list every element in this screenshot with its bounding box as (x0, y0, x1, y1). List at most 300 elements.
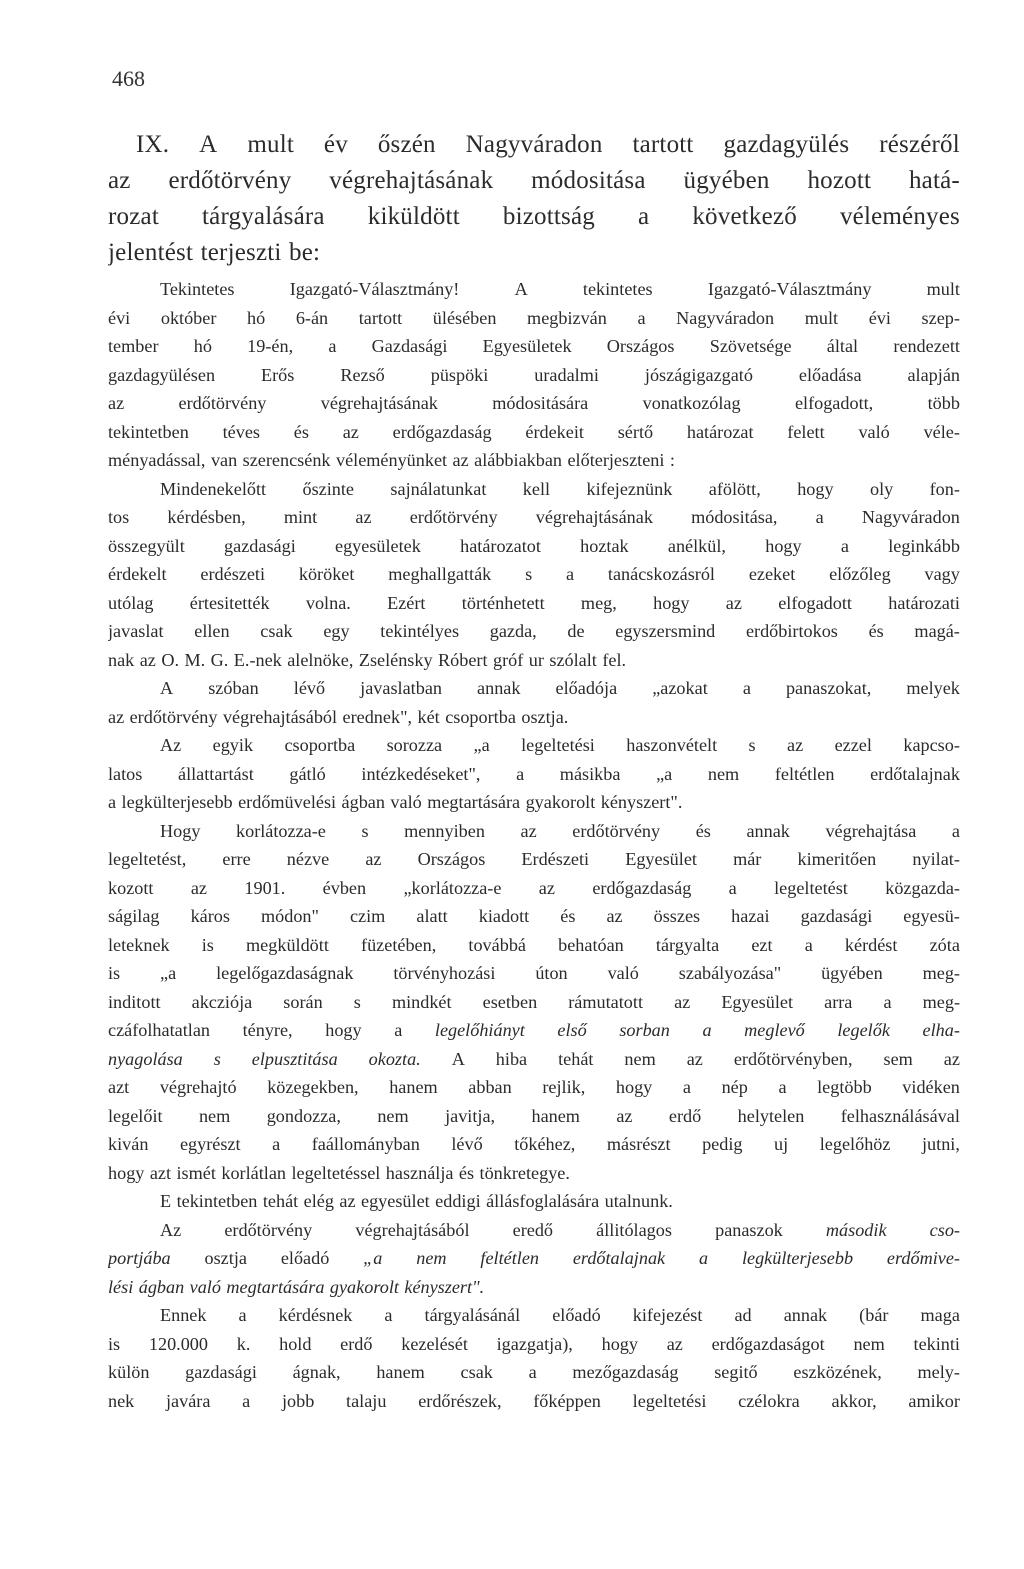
text-line (108, 849, 960, 878)
word: legtöbb (817, 1077, 872, 1097)
word: ur (528, 649, 544, 670)
word: tőkéhez, (514, 1134, 576, 1154)
word: véle- (923, 421, 960, 442)
word: panaszokat, (785, 678, 872, 698)
word: gyakorolt (525, 792, 596, 812)
word: tos (108, 507, 130, 527)
word: a (528, 1362, 537, 1382)
text-line (108, 1049, 960, 1078)
word: Ennek (160, 1305, 207, 1325)
word: s (361, 820, 369, 841)
word: haszonvételt (626, 735, 718, 755)
word: év (323, 131, 348, 158)
word: a (778, 1077, 787, 1097)
word: ügyében (683, 167, 770, 194)
word: tekintélyes (380, 621, 460, 641)
word: s (525, 564, 533, 584)
word: Nagyváradon (861, 507, 960, 527)
word: nép (721, 1077, 748, 1097)
word: utólag (108, 592, 154, 613)
word: kapcso- (903, 735, 960, 755)
text-line (108, 1220, 960, 1249)
text-line (108, 422, 960, 451)
text-line (108, 992, 960, 1021)
word: rámutatott (568, 991, 643, 1012)
word: Nagyváradon (465, 131, 603, 158)
word: legelőhiányt (434, 1020, 525, 1040)
word: afölött, (708, 478, 761, 499)
word: az (108, 706, 125, 727)
word: hogy (797, 478, 834, 499)
word: és (458, 1162, 475, 1183)
word: Egyesület (721, 991, 794, 1012)
word: legelőit (108, 1105, 163, 1126)
word: lévő (451, 1134, 483, 1154)
word: gátló (289, 763, 326, 784)
word: határozatot (460, 535, 541, 556)
word: meg- (922, 963, 960, 983)
word: kozott (108, 877, 154, 898)
word: szep- (921, 307, 960, 328)
word: javaslatban (360, 678, 442, 698)
word: a (328, 336, 337, 356)
word: pedig (702, 1134, 743, 1154)
word: csak (260, 621, 293, 641)
word: nem (377, 1105, 409, 1126)
word: meghallgatták (388, 564, 492, 584)
word: tember (108, 336, 159, 356)
word: való (858, 421, 890, 442)
text-line (108, 1362, 960, 1391)
word: is (108, 1333, 121, 1354)
word: részéről (879, 131, 960, 158)
word: Igazgató-Választmány (707, 279, 872, 299)
word: második (825, 1219, 887, 1240)
word: az (674, 991, 691, 1012)
word: Egyesület (625, 849, 697, 869)
word: kényszert". (600, 792, 683, 812)
text-line (108, 906, 960, 935)
word: véleményes (839, 203, 960, 230)
word: egyszersmind (615, 621, 716, 641)
word: az (725, 592, 742, 613)
word: A (514, 279, 528, 299)
word: eredő (512, 1219, 554, 1240)
word: október (160, 307, 217, 328)
word: erdőgazdaságot (711, 1333, 825, 1354)
word: A (199, 131, 218, 158)
text-line (108, 279, 960, 308)
word: faállományban (311, 1134, 420, 1154)
word: Erős (261, 364, 295, 385)
word: a (883, 991, 892, 1012)
word: végrehajtásából (222, 706, 338, 727)
text-line (108, 878, 960, 907)
word: előterjeszteni (567, 450, 665, 470)
word: erdőgazdaság (392, 421, 492, 442)
word: k. (236, 1333, 251, 1354)
word: az (108, 393, 125, 413)
word: Rezső (340, 364, 385, 385)
heading-line (108, 203, 960, 239)
word: mindkét (391, 991, 452, 1012)
word: módositására (492, 393, 589, 413)
word: tekintetes (582, 279, 653, 299)
word: van (210, 450, 238, 470)
word: közgazda- (885, 877, 960, 898)
word: s (748, 735, 756, 755)
body-text (108, 279, 960, 1419)
word: mint (283, 507, 318, 527)
word: alatt (416, 906, 448, 926)
word: ágban (341, 792, 385, 812)
word: vidéken (902, 1077, 960, 1097)
word: Róbert (438, 649, 488, 670)
word: czélokra (738, 1390, 800, 1411)
word: javaslat (108, 621, 164, 641)
word: cso- (929, 1219, 960, 1240)
word: feltétlen (480, 1248, 539, 1268)
word: ményadással, (108, 450, 206, 470)
word: és (868, 621, 884, 641)
word: feltétlen (774, 763, 835, 784)
word: hó (247, 307, 266, 328)
word: előzőleg (829, 564, 891, 584)
text-line (108, 707, 960, 736)
word: a (272, 1134, 281, 1154)
word: legeltetést (774, 877, 848, 898)
word: elha- (922, 1020, 960, 1040)
word: elfogadott (778, 592, 852, 613)
word: erre (222, 849, 251, 869)
word: legeltetéssel (291, 1162, 381, 1183)
word: használja (385, 1162, 454, 1183)
word: kiván (108, 1134, 149, 1154)
word: behatóan (558, 934, 624, 955)
word: erdőtörvény (178, 393, 267, 413)
word: lévő (293, 678, 326, 698)
word: során (283, 991, 323, 1012)
word: előadója (555, 678, 618, 698)
word: mezőgazdaság (572, 1362, 679, 1382)
word: tehát (262, 1191, 299, 1211)
word: a (682, 1077, 691, 1097)
word: nem (624, 1048, 656, 1069)
word: Zselénsky (358, 649, 433, 670)
word: nek (108, 1390, 135, 1411)
word: állitólagos (596, 1219, 672, 1240)
word: O. (161, 649, 180, 670)
text-line (108, 507, 960, 536)
word: hogy (653, 592, 690, 613)
word: hogy (601, 1333, 638, 1354)
word: osztja (204, 1248, 247, 1268)
word: ágnak, (292, 1362, 341, 1382)
word: a (742, 678, 751, 698)
word: kérdést (844, 934, 898, 955)
word: jelentést (108, 239, 194, 266)
word: „azokat (652, 678, 708, 698)
word: tényre, (242, 1020, 293, 1040)
word: nem (198, 1105, 231, 1126)
word: őszén (377, 131, 436, 158)
text-line (108, 678, 960, 707)
text-line (108, 735, 960, 764)
word: évi (108, 307, 131, 328)
word: leteknek (108, 934, 170, 955)
text-line (108, 1334, 960, 1363)
word: állattartást (178, 763, 254, 784)
word: az (666, 1333, 683, 1354)
word: módositása, (691, 507, 778, 527)
word: erdőtörvény (224, 1219, 313, 1240)
text-line (108, 1077, 960, 1106)
word: alelnöke, (287, 649, 354, 670)
word: vonatkozólag (642, 393, 741, 413)
word: a (840, 535, 849, 556)
text-line (108, 1248, 960, 1277)
word: első (557, 1020, 587, 1040)
word: a (238, 1305, 247, 1325)
word: Országos (417, 849, 486, 869)
word: mely- (917, 1362, 960, 1382)
word: javára (166, 1390, 211, 1411)
word: végrehajtó (159, 1077, 237, 1097)
word: tekintetben (176, 1191, 258, 1211)
word: kezelését (401, 1333, 468, 1354)
word: szerencsénk (242, 450, 331, 470)
word: fon- (929, 478, 960, 499)
word: korlátozza-e (236, 820, 326, 841)
word: erdészeti (200, 564, 266, 584)
word: való (390, 792, 422, 812)
word: a (637, 307, 646, 328)
word: a (804, 934, 813, 955)
word: anélkül, (667, 535, 726, 556)
word: csoportba (445, 706, 516, 727)
word: való (607, 963, 639, 983)
word: és (560, 906, 576, 926)
word: „a (363, 1248, 383, 1268)
word: nem (853, 1333, 885, 1354)
word: 19-én, (247, 336, 294, 356)
word: arra (824, 991, 853, 1012)
word: két (417, 706, 440, 727)
word: azt (149, 1162, 172, 1183)
word: hó (193, 336, 212, 356)
word: legkülterjesebb (121, 792, 233, 812)
word: külön (108, 1362, 150, 1382)
word: gazdasági (800, 906, 873, 926)
word: füzetében, (361, 934, 437, 955)
word: gazdagyülésen (108, 364, 216, 385)
word: erdőtalajnak (870, 763, 960, 784)
word: esetben (482, 991, 538, 1012)
text-line (108, 1191, 960, 1220)
word: tárgyalta (655, 934, 720, 955)
word: végrehajtása (825, 820, 917, 841)
word: határozati (888, 592, 960, 613)
word: nyagolása (108, 1048, 183, 1069)
text-line (108, 1163, 960, 1192)
word: gazdagyülés (723, 131, 850, 158)
word: érdekelt (108, 564, 167, 584)
word: G. (210, 649, 229, 670)
word: az (108, 167, 131, 194)
word: ismét (176, 1162, 216, 1183)
word: egyesü- (903, 906, 960, 926)
word: erdőtörvény (168, 167, 292, 194)
word: ezt (751, 934, 773, 955)
word: Ezért (387, 592, 426, 613)
word: az (943, 1048, 960, 1069)
word: megtartására (427, 792, 521, 812)
word: tehát (558, 1048, 594, 1069)
word: meg- (922, 991, 960, 1012)
word: a (698, 1248, 709, 1268)
word: Hogy (160, 820, 201, 841)
word: gazdasági (185, 1362, 257, 1382)
word: ellen (194, 621, 230, 641)
heading-line (108, 167, 960, 203)
word: helytelen (737, 1105, 805, 1126)
word: felett (787, 421, 825, 442)
word: évben (322, 877, 367, 898)
word: végrehajtásának (329, 167, 494, 194)
text-line (108, 536, 960, 565)
word: az (339, 1191, 356, 1211)
word: továbbá (468, 934, 526, 955)
word: mult (804, 307, 839, 328)
word: legeltetési (632, 1390, 707, 1411)
word: ágban (138, 1276, 185, 1297)
word: kiadott (478, 906, 530, 926)
word: tartott (632, 131, 694, 158)
word: E (160, 1191, 172, 1211)
word: Igazgató-Választmány! (289, 279, 460, 299)
word: terjeszti (200, 239, 282, 266)
word: káros (190, 906, 230, 926)
word: hogy (325, 1020, 362, 1040)
word: eddigi (435, 1191, 481, 1211)
word: módon" (261, 906, 319, 926)
word: erdőmüvelési (238, 792, 337, 812)
word: előadása (798, 364, 862, 385)
word: is (108, 963, 121, 983)
word: hoztak (580, 535, 629, 556)
word: tárgyalására (202, 203, 325, 230)
word: következő (692, 203, 797, 230)
word: erdőtörvény (409, 507, 498, 527)
word: 1901. (244, 877, 286, 898)
heading-line (108, 131, 960, 167)
word: úton (535, 963, 568, 983)
word: püspöki (430, 364, 489, 385)
word: kifejeznünk (586, 478, 673, 499)
word: hanem (531, 1105, 580, 1126)
text-line (108, 336, 960, 365)
word: Szövetsége (709, 336, 792, 356)
word: hogy (765, 535, 802, 556)
word: legeltetési (521, 735, 595, 755)
word: be: (289, 239, 321, 266)
word: erdőgazdaság (592, 877, 692, 898)
word: az (606, 906, 623, 926)
word: gazdasági (224, 535, 296, 556)
word: tárgyalásánál (424, 1305, 521, 1325)
word: meglevő (744, 1020, 805, 1040)
word: ad (734, 1305, 752, 1325)
word: mennyiben (404, 820, 485, 841)
word: megküldött (246, 934, 329, 955)
word: véleményünket (335, 450, 448, 470)
word: rejlik, (542, 1077, 586, 1097)
word: M. (184, 649, 206, 670)
word: másikba (559, 763, 621, 784)
word: hatá- (908, 167, 960, 194)
word: értesitették (189, 592, 270, 613)
word: őszinte (302, 478, 355, 499)
word: erdő (668, 1105, 702, 1126)
word: annak (477, 678, 521, 698)
word: jobb (281, 1390, 315, 1411)
word: évi (868, 307, 891, 328)
text-line (108, 621, 960, 650)
word: rozat (108, 203, 159, 230)
word: leginkább (888, 535, 960, 556)
word: erdőtörvény (129, 706, 218, 727)
word: való (189, 1276, 221, 1297)
word: nem (416, 1248, 447, 1268)
word: legelők (837, 1020, 890, 1040)
word: nak (108, 649, 135, 670)
word: hazai (731, 906, 770, 926)
word: korlátlan (221, 1162, 286, 1183)
word: ügyében (821, 963, 883, 983)
word: gróf (493, 649, 524, 670)
word: bizottság (502, 203, 595, 230)
word: Az (160, 1219, 182, 1240)
word: Az (160, 735, 182, 755)
word: erdőbirtokos (745, 621, 838, 641)
word: és (293, 421, 309, 442)
word: gyakorolt (329, 1276, 399, 1297)
word: javitja, (445, 1105, 496, 1126)
word: elfogadott, (794, 393, 874, 413)
text-line (108, 393, 960, 422)
word: az (686, 1048, 703, 1069)
word: hiba (495, 1048, 528, 1069)
word: a (242, 1390, 251, 1411)
word: Gazdasági (371, 336, 448, 356)
word: uj (774, 1134, 789, 1154)
word: kényszert". (404, 1276, 485, 1297)
word: IX. (136, 131, 170, 158)
word: a (702, 1020, 712, 1040)
word: hozott (807, 167, 872, 194)
word: Tekintetes (160, 279, 235, 299)
word: ezeket (748, 564, 796, 584)
word: módositása (531, 167, 646, 194)
word: összes (653, 906, 701, 926)
word: sorozza (386, 735, 443, 755)
word: erdőmive- (886, 1248, 960, 1268)
word: az (452, 450, 469, 470)
text-line (108, 1277, 960, 1306)
word: az (520, 820, 537, 841)
word: ságilag (108, 906, 160, 926)
word: portjába (108, 1248, 171, 1268)
